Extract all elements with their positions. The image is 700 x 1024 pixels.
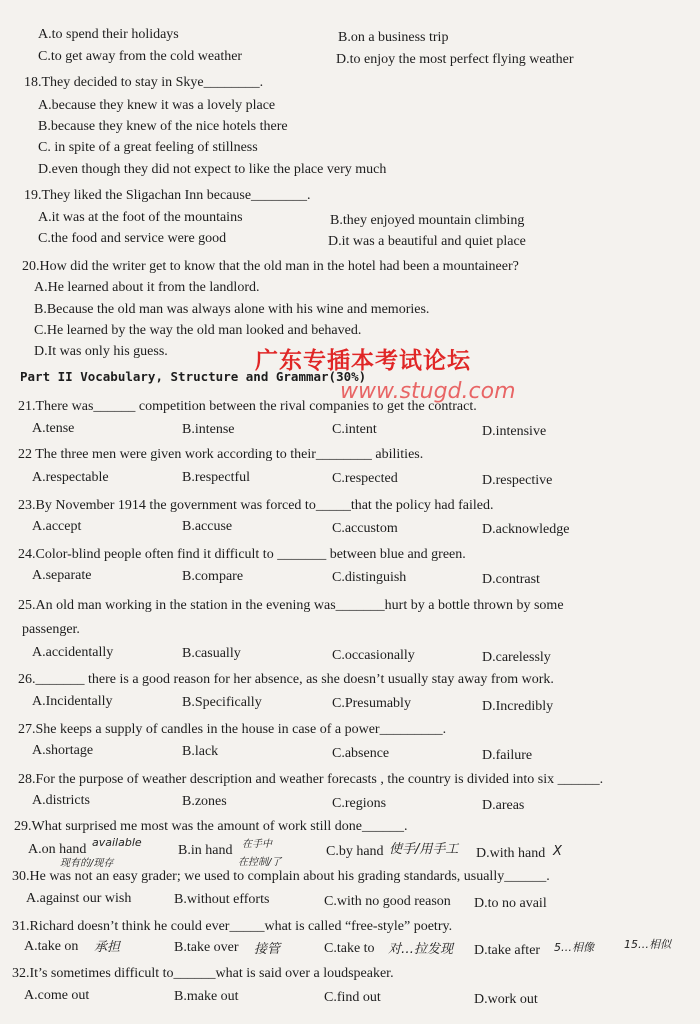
- q31-option-b: B.take over: [174, 940, 239, 955]
- q32-option-c: C.find out: [324, 990, 381, 1005]
- q28-option-a: A.districts: [32, 793, 90, 808]
- q23-option-b: B.accuse: [182, 519, 233, 534]
- q19-stem: 19.They liked the Sligachan Inn because________.: [24, 188, 311, 203]
- q24-option-b: B.compare: [182, 569, 244, 584]
- q25-option-c: C.occasionally: [332, 648, 415, 663]
- q29-note-b-top: 在手中: [242, 839, 272, 850]
- q27-option-d: D.failure: [482, 748, 533, 763]
- q32-option-b: B.make out: [174, 989, 239, 1004]
- q25-option-a: A.accidentally: [32, 645, 114, 660]
- q26-stem: 26._______ there is a good reason for her absence, as she doesn’t usually stay away from work.: [18, 672, 554, 687]
- watermark-chinese: 广东专插本考试论坛: [255, 348, 471, 374]
- q22-stem: 22 The three men were given work according to their________ abilities.: [18, 447, 424, 462]
- q25-stem-continued: passenger.: [22, 622, 80, 637]
- q17-option-a: A.to spend their holidays: [38, 27, 179, 42]
- q32-option-a: A.come out: [24, 988, 90, 1003]
- q23-stem: 23.By November 1914 the government was forced to_____that the policy had failed.: [18, 498, 494, 513]
- q30-option-b: B.without efforts: [174, 892, 270, 907]
- q22-option-c: C.respected: [332, 471, 398, 486]
- q29-note-b-bottom: 在控制/了: [238, 857, 282, 868]
- q27-stem: 27.She keeps a supply of candles in the house in case of a power_________.: [18, 722, 447, 737]
- q31-stem: 31.Richard doesn’t think he could ever_____what is called “free-style” poetry.: [12, 919, 453, 934]
- q28-stem: 28.For the purpose of weather description and weather forecasts , the country is divided into six ______.: [18, 772, 604, 787]
- q18-option-c: C. in spite of a great feeling of stillness: [38, 140, 258, 155]
- q18-option-a: A.because they knew it was a lovely place: [38, 98, 276, 113]
- q28-option-c: C.regions: [332, 796, 387, 811]
- q27-option-c: C.absence: [332, 746, 390, 761]
- q18-option-d: D.even though they did not expect to like the place very much: [38, 162, 387, 177]
- q30-stem: 30.He was not an easy grader; we used to complain about his grading standards, usually______.: [12, 869, 550, 884]
- q29-option-c: C.by hand: [326, 844, 384, 859]
- q31-option-c: C.take to: [324, 941, 375, 956]
- q29-note-a-chinese: 现有的/现存: [60, 858, 114, 869]
- q23-option-a: A.accept: [32, 519, 82, 534]
- q32-option-d: D.work out: [474, 992, 538, 1007]
- q25-option-b: B.casually: [182, 646, 241, 661]
- q29-note-a-english: available: [92, 836, 142, 849]
- q30-option-a: A.against our wish: [26, 891, 132, 906]
- q22-option-b: B.respectful: [182, 470, 251, 485]
- q26-option-d: D.Incredibly: [482, 699, 554, 714]
- q24-option-c: C.distinguish: [332, 570, 407, 585]
- q31-note-c: 对…拉发现: [388, 942, 454, 957]
- q22-option-d: D.respective: [482, 473, 553, 488]
- q23-option-c: C.accustom: [332, 521, 398, 536]
- q19-option-a: A.it was at the foot of the mountains: [38, 210, 243, 225]
- q28-option-b: B.zones: [182, 794, 227, 809]
- q31-note-b: 接管: [254, 942, 281, 957]
- q18-stem: 18.They decided to stay in Skye________.: [24, 75, 264, 90]
- q23-option-d: D.acknowledge: [482, 522, 570, 537]
- q19-option-d: D.it was a beautiful and quiet place: [328, 234, 526, 249]
- q18-option-b: B.because they knew of the nice hotels there: [38, 119, 288, 134]
- q21-stem: 21.There was______ competition between the rival companies to get the contract.: [18, 399, 477, 414]
- part-2-heading: Part II Vocabulary, Structure and Grammar(30%): [20, 369, 367, 384]
- q21-option-a: A.tense: [32, 421, 75, 436]
- q31-note-d-second: 15…相似: [624, 938, 671, 951]
- q17-option-d: D.to enjoy the most perfect flying weather: [336, 52, 574, 67]
- q20-option-b: B.Because the old man was always alone with his wine and memories.: [34, 302, 430, 317]
- q19-option-c: C.the food and service were good: [38, 231, 227, 246]
- q22-option-a: A.respectable: [32, 470, 109, 485]
- q31-option-d: D.take after: [474, 943, 541, 958]
- q20-option-c: C.He learned by the way the old man looked and behaved.: [34, 323, 362, 338]
- watermark-url: www.stugd.com: [340, 379, 516, 404]
- q32-stem: 32.It’s sometimes difficult to______what is said over a loudspeaker.: [12, 966, 394, 981]
- q17-option-c: C.to get away from the cold weather: [38, 49, 243, 64]
- q20-option-d: D.It was only his guess.: [34, 344, 168, 359]
- q24-stem: 24.Color-blind people often find it difficult to _______ between blue and green.: [18, 547, 466, 562]
- q29-option-b: B.in hand: [178, 843, 233, 858]
- q31-note-d-first: 5…相像: [554, 941, 594, 954]
- q27-option-b: B.lack: [182, 744, 219, 759]
- q29-stem: 29.What surprised me most was the amount of work still done______.: [14, 819, 408, 834]
- q27-option-a: A.shortage: [32, 743, 94, 758]
- q29-note-d-cross: X: [553, 844, 562, 859]
- q26-option-b: B.Specifically: [182, 695, 262, 710]
- q20-stem: 20.How did the writer get to know that the old man in the hotel had been a mountaineer?: [22, 259, 519, 274]
- q29-option-d: D.with hand: [476, 846, 546, 861]
- q25-option-d: D.carelessly: [482, 650, 551, 665]
- q31-note-a: 承担: [94, 940, 121, 955]
- q26-option-c: C.Presumably: [332, 696, 411, 711]
- q28-option-d: D.areas: [482, 798, 525, 813]
- q26-option-a: A.Incidentally: [32, 694, 113, 709]
- q17-option-b: B.on a business trip: [338, 30, 449, 45]
- q24-option-d: D.contrast: [482, 572, 540, 587]
- q31-option-a: A.take on: [24, 939, 79, 954]
- q21-option-d: D.intensive: [482, 424, 547, 439]
- q20-option-a: A.He learned about it from the landlord.: [34, 280, 260, 295]
- q30-option-c: C.with no good reason: [324, 894, 451, 909]
- q30-option-d: D.to no avail: [474, 896, 547, 911]
- q29-option-a: A.on hand: [28, 842, 87, 857]
- q21-option-c: C.intent: [332, 422, 377, 437]
- q24-option-a: A.separate: [32, 568, 92, 583]
- q19-option-b: B.they enjoyed mountain climbing: [330, 213, 525, 228]
- q29-note-c: 使手/用手工: [389, 842, 459, 857]
- q21-option-b: B.intense: [182, 422, 235, 437]
- q25-stem: 25.An old man working in the station in the evening was_______hurt by a bottle thrown by some: [18, 598, 564, 613]
